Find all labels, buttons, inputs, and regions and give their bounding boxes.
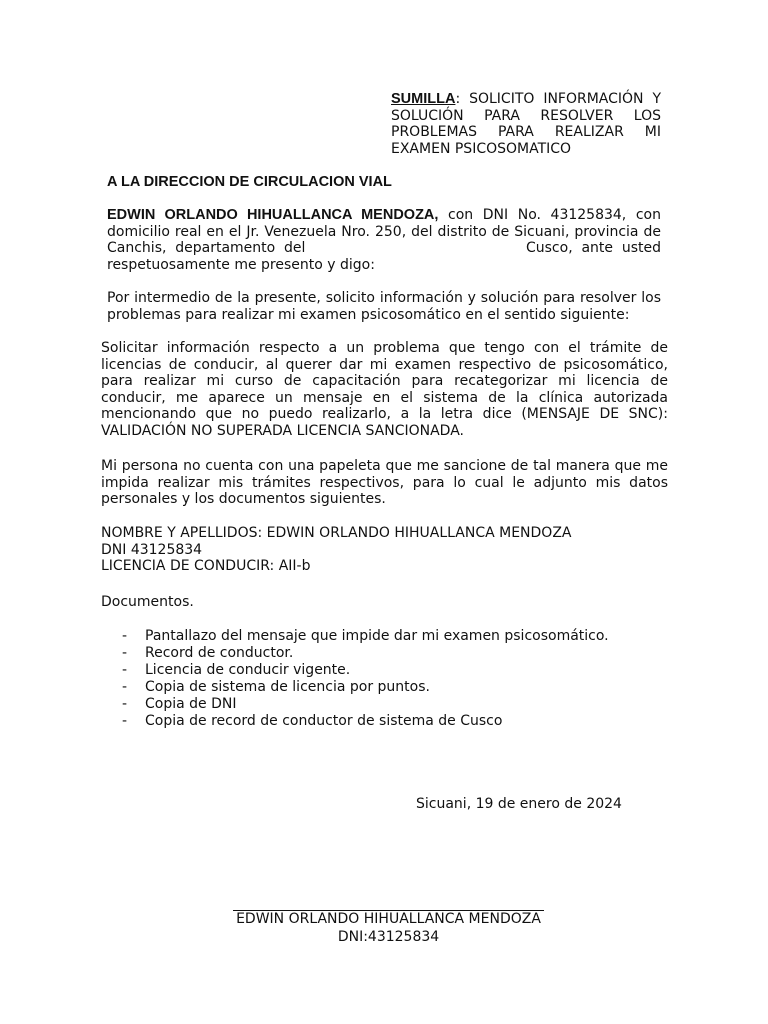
list-item: - Copia de DNI	[122, 696, 237, 712]
body-paragraph-1: Solicitar información respecto a un problema que tengo con el trámite de licencias de conducir, al querer dar mi examen respectivo de psicosomático, para realizar mi curso de capacitación para recategorizar mi licencia de conducir, me aparece un mensaje en el sistema de la clínica autorizada mencionando que no puedo realizarlo, a la letra dice (MENSAJE DE SNC): VALIDACIÓN NO SUPERADA LICENCIA SANCIONADA.	[101, 340, 668, 439]
personal-info	[101, 525, 668, 575]
applicant-name: EDWIN ORLANDO HIHUALLANCA MENDOZA,	[107, 207, 439, 223]
purpose-paragraph: Por intermedio de la presente, solicito información y solución para resolver los problemas para realizar mi examen psicosomático en el sentido siguiente:	[107, 290, 661, 323]
list-bullet: -	[122, 645, 128, 661]
documents-list	[101, 628, 668, 730]
sumilla-label: SUMILLA	[391, 91, 456, 107]
list-item: - Pantallazo del mensaje que impide dar mi examen psicosomático.	[122, 628, 609, 644]
intro-text: con DNI No. 43125834, con domicilio real en el Jr. Venezuela Nro. 250, del distrito de Sicuani, provincia de Canchis, departamento del Cusco, ante usted respetuosamente me presento y digo:	[107, 207, 666, 273]
addressee: A LA DIRECCION DE CIRCULACION VIAL	[107, 174, 392, 190]
list-item: - Licencia de conducir vigente.	[122, 662, 351, 678]
list-bullet: -	[122, 696, 128, 712]
list-item: - Copia de sistema de licencia por puntos.	[122, 679, 430, 695]
sumilla	[391, 91, 661, 157]
list-bullet: -	[122, 679, 128, 695]
intro-paragraph	[107, 207, 666, 273]
documents-title: Documentos.	[101, 594, 194, 610]
info-name-line: NOMBRE Y APELLIDOS: EDWIN ORLANDO HIHUALLANCA MENDOZA	[101, 525, 572, 541]
signature-dni: DNI:43125834	[337, 929, 440, 945]
info-license-line: LICENCIA DE CONDUCIR: AII-b	[101, 558, 311, 575]
body-paragraph-2: Mi persona no cuenta con una papeleta que me sancione de tal manera que me impida realizar mis trámites respectivos, para lo cual le adjunto mis datos personales y los documentos siguientes.	[101, 458, 668, 508]
list-item: - Copia de record de conductor de sistema de Cusco	[122, 713, 503, 729]
date-line: Sicuani, 19 de enero de 2024	[416, 796, 622, 812]
sumilla-text: : SOLICITO INFORMACIÓN Y SOLUCIÓN PARA RESOLVER LOS PROBLEMAS PARA REALIZAR MI EXAMEN PSICOSOMATICO	[391, 91, 661, 157]
list-bullet: -	[122, 662, 128, 678]
signature-name: EDWIN ORLANDO HIHUALLANCA MENDOZA	[236, 911, 541, 927]
list-item: - Record de conductor.	[122, 645, 294, 661]
info-dni-line: DNI 43125834	[101, 541, 203, 558]
list-bullet: -	[122, 628, 128, 644]
list-bullet: -	[122, 713, 128, 729]
